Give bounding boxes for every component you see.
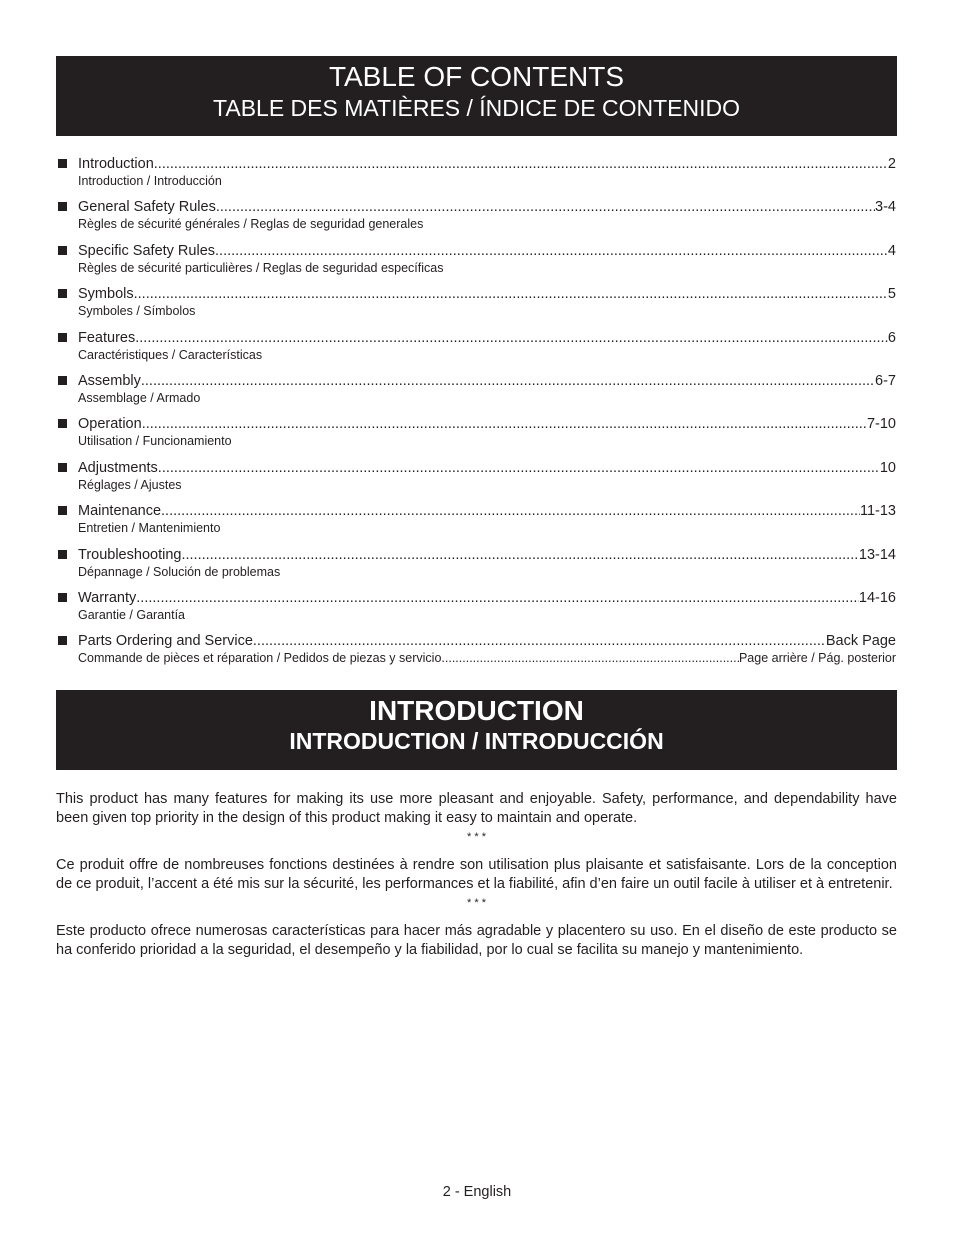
toc-entry (56, 547, 896, 590)
toc-entry-title: Adjustments (78, 459, 158, 476)
toc-entry-subtitle: Commande de pièces et réparation / Pedidos de piezas y servicio (78, 651, 442, 666)
toc-entry (56, 373, 896, 416)
toc-entry-page: 4 (887, 242, 896, 259)
square-bullet-icon (58, 202, 67, 211)
toc-entry-main (78, 243, 896, 260)
intro-paragraph-en: This product has many features for making its use more pleasant and enjoyable. Safety, performance, and dependability have been given top priority in the design of this product making it easy to maintain and operate. (56, 791, 897, 826)
toc-entry-page: Back Page (825, 633, 896, 650)
dot-leader (158, 460, 880, 477)
toc-entry-page: 11-13 (859, 503, 896, 520)
toc-entry-translation (78, 520, 896, 536)
square-bullet-icon (58, 636, 67, 645)
toc-entry-title: Specific Safety Rules (78, 242, 216, 259)
dot-leader (154, 156, 888, 173)
toc-entry-page: 10 (879, 459, 896, 476)
toc-entry (56, 243, 896, 286)
toc-entry-translation (78, 216, 896, 232)
toc-entry-title: Assembly (78, 372, 141, 389)
toc-list (56, 156, 896, 677)
toc-entry (56, 330, 896, 373)
square-bullet-icon (58, 246, 67, 255)
toc-entry (56, 199, 896, 242)
toc-entry-main (78, 199, 896, 216)
toc-entry (56, 416, 896, 459)
dot-leader (215, 243, 888, 260)
toc-entry-title: Introduction (78, 156, 154, 172)
square-bullet-icon (58, 419, 67, 428)
toc-entry-main (78, 503, 896, 520)
toc-entry-title: Features (78, 329, 136, 346)
toc-entry-title: Troubleshooting (78, 546, 182, 563)
toc-entry (56, 286, 896, 329)
dot-leader (161, 503, 860, 520)
dot-leader (135, 330, 888, 347)
toc-entry-page: 5 (887, 286, 896, 303)
toc-entry-page: 2 (887, 156, 896, 172)
toc-entry (56, 156, 896, 199)
toc-entry-title: General Safety Rules (78, 199, 216, 216)
toc-entry-main (78, 460, 896, 477)
dot-leader (142, 416, 867, 433)
toc-entry-main (78, 590, 896, 607)
toc-entry (56, 460, 896, 503)
toc-entry-translation (78, 564, 896, 580)
toc-entry-translation (78, 347, 896, 363)
dot-leader (216, 199, 875, 216)
toc-entry-subtitle: Dépannage / Solución de problemas (78, 564, 281, 579)
introduction-title: INTRODUCTION (369, 695, 584, 726)
toc-entry-subtitle: Utilisation / Funcionamiento (78, 434, 232, 449)
toc-entry-translation (78, 477, 896, 493)
toc-entry-title: Parts Ordering and Service (78, 633, 253, 650)
square-bullet-icon (58, 289, 67, 298)
toc-entry-main (78, 156, 896, 173)
dot-leader (181, 547, 858, 564)
toc-entry-main (78, 633, 896, 650)
introduction-body (56, 790, 897, 959)
toc-entry-translation (78, 433, 896, 449)
toc-entry-main (78, 286, 896, 303)
toc-entry-page: 6 (887, 329, 896, 346)
toc-entry-subtitle: Entretien / Mantenimiento (78, 521, 221, 536)
toc-entry-page: 3-4 (875, 199, 896, 216)
square-bullet-icon (58, 550, 67, 559)
introduction-subtitle: INTRODUCTION / INTRODUCCIÓN (289, 728, 664, 754)
dot-leader (253, 633, 826, 650)
toc-entry (56, 590, 896, 633)
toc-subtitle: TABLE DES MATIÈRES / ÍNDICE DE CONTENIDO (213, 95, 740, 121)
toc-entry-subtitle: Introduction / Introducción (78, 174, 222, 188)
toc-entry (56, 503, 896, 546)
toc-entry-title: Symbols (78, 286, 134, 303)
toc-entry-subtitle: Garantie / Garantía (78, 607, 186, 622)
toc-header (56, 56, 897, 136)
square-bullet-icon (58, 463, 67, 472)
toc-entry-translation (78, 173, 896, 189)
square-bullet-icon (58, 593, 67, 602)
toc-entry-translation (78, 260, 896, 276)
dot-leader (136, 590, 859, 607)
toc-entry-main (78, 416, 896, 433)
introduction-header (56, 690, 897, 770)
toc-entry-translation (78, 303, 896, 319)
toc-entry (56, 633, 896, 676)
toc-entry-subtitle: Caractéristiques / Características (78, 347, 263, 362)
toc-entry-translation (78, 650, 896, 666)
dot-leader (141, 373, 875, 390)
separator-stars: * * * (467, 897, 486, 909)
toc-entry-translation (78, 390, 896, 406)
toc-entry-page: 14-16 (858, 589, 896, 606)
toc-entry-subtitle: Symboles / Símbolos (78, 304, 196, 319)
square-bullet-icon (58, 159, 67, 168)
toc-entry-translation (78, 607, 896, 623)
separator-stars: * * * (467, 831, 486, 843)
dot-leader (441, 650, 739, 666)
toc-entry-subtitle: Règles de sécurité générales / Reglas de seguridad generales (78, 217, 424, 232)
page-footer: 2 - English (442, 1184, 512, 1200)
toc-entry-subtitle-page: Page arrière / Pág. posterior (738, 651, 896, 666)
dot-leader (134, 286, 888, 303)
toc-entry-subtitle: Règles de sécurité particulières / Reglas de seguridad específicas (78, 260, 444, 275)
toc-entry-page: 6-7 (875, 372, 896, 389)
toc-entry-main (78, 547, 896, 564)
square-bullet-icon (58, 376, 67, 385)
intro-paragraph-es: Este producto ofrece numerosas características para hacer más agradable y placentero su uso. En el diseño de este producto se ha conferido prioridad a la seguridad, el desempeño y la fiabilidad, por lo cual se facilita su manejo y mantenimiento. (56, 923, 897, 958)
toc-entry-subtitle: Réglages / Ajustes (78, 477, 182, 492)
toc-entry-main (78, 330, 896, 347)
toc-title: TABLE OF CONTENTS (328, 61, 625, 92)
toc-entry-subtitle: Assemblage / Armado (78, 390, 201, 405)
toc-entry-page: 7-10 (866, 416, 896, 433)
toc-entry-title: Operation (78, 416, 142, 433)
square-bullet-icon (58, 506, 67, 515)
square-bullet-icon (58, 333, 67, 342)
toc-entry-main (78, 373, 896, 390)
toc-entry-title: Warranty (78, 589, 137, 606)
toc-entry-page: 13-14 (858, 546, 896, 563)
toc-entry-title: Maintenance (78, 503, 162, 520)
intro-paragraph-fr: Ce produit offre de nombreuses fonctions destinées à rendre son utilisation plus plaisante et satisfaisante. Lors de la conception de ce produit, l’accent a été mis sur la sécurité, les performances et la fiabilité, afin d’en faire un outil facile à utiliser et à entretenir. (56, 857, 897, 892)
